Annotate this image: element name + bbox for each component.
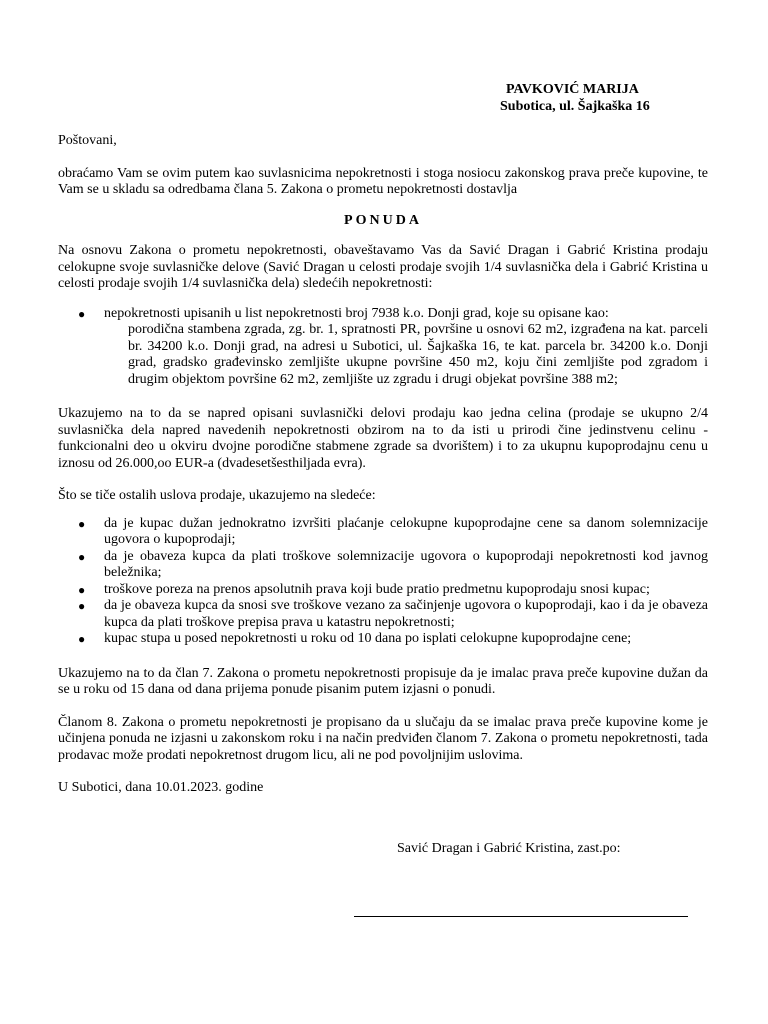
article7-paragraph: Ukazujemo na to da član 7. Zakona o prometu nepokretnosti propisuje da je imalac prava preče kupovine dužan da se u roku od 15 dana od dana prijema ponude pisanim putem izjasni o ponudi. <box>58 665 708 697</box>
property-list <box>58 306 708 323</box>
intro-paragraph: obraćamo Vam se ovim putem kao suvlasnicima nepokretnosti i stoga nosiocu zakonskog prava preče kupovine, te Vam se u skladu sa odredbama člana 5. Zakona o prometu nepokretnosti dostavlja <box>58 165 708 197</box>
condition-text: da je obaveza kupca da plati troškove solemnizacije ugovora o kupoprodaji nepokretnosti kod javnog beležnika; <box>104 548 708 580</box>
price-paragraph: Ukazujemo na to da se napred opisani suvlasnički delovi prodaju kao jedna celina (prodaje se ukupno 2/4 suvlasnička dela napred navedenih nepokretnosti obzirom na to da isti u prirodi čine jedinstvenu celinu - funkcionalni deo u okviru dvojne porodične stabmene zgrade sa dvorištem) i to za ukupnu kupoprodajnu cenu u iznosu od 26.000,oo EUR-a (dvadesetšesthiljada evra). <box>58 406 708 471</box>
bullet-icon: ● <box>78 582 86 597</box>
bullet-icon: ● <box>78 599 86 613</box>
signatory: Savić Dragan i Gabrić Kristina, zast.po: <box>397 841 621 856</box>
condition-text: da je obaveza kupca da snosi sve troškove vezano za sačinjenje ugovora o kupoprodaji, kao i da je obaveza kupca da plati troškove prepisa prava u katastru nepokretnosti; <box>104 598 708 630</box>
property-detail: porodična stambena zgrada, zg. br. 1, spratnosti PR, površine u osnovi 62 m2, izgrađena na kat. parceli br. 34200 k.o. Donji grad, na adresi u Subotici, ul. Šajkaška 16, te kat. parcela br. 34200 k.o. Donji grad, gradsko građevinsko zemljište ukupne površine 450 m2, koju čini zemljište pod zgradom i drugim objektom površine 62 m2, zemljište uz zgradu i drugi objekat površine 388 m2; <box>128 322 708 387</box>
bullet-icon: ● <box>78 516 86 531</box>
addressee-name: PAVKOVIĆ MARIJA <box>506 82 639 97</box>
conditions-intro: Što se tiče ostalih uslova prodaje, ukazujemo na sledeće: <box>58 488 376 503</box>
document-title: PONUDA <box>344 212 422 228</box>
letter-body <box>58 133 708 797</box>
list-item <box>58 516 708 549</box>
condition-text: da je kupac dužan jednokratno izvršiti plaćanje celokupne kupoprodajne cene sa danom solemnizacije ugovora o kupoprodaji; <box>104 515 708 547</box>
addressee-address: Subotica, ul. Šajkaška 16 <box>500 98 650 114</box>
greeting: Poštovani, <box>58 133 117 148</box>
bullet-icon: ● <box>78 549 86 564</box>
condition-text: troškove poreza na prenos apsolutnih prava koji bude pratio predmetnu kupoprodaju snosi kupac; <box>104 581 650 597</box>
bullet-icon: ● <box>78 632 86 646</box>
notice-paragraph: Na osnovu Zakona o prometu nepokretnosti, obaveštavamo Vas da Savić Dragan i Gabrić Kristina prodaju celokupne svoje suvlasničke delove (Savić Dragan u celosti prodaje svojih 1/4 suvlasnička dela i Gabrić Kristina u celosti prodaje svojih 1/4 suvlasnička dela) sledećih nepokretnosti: <box>58 243 708 291</box>
list-item <box>58 631 708 648</box>
signature-line <box>354 916 688 917</box>
bullet-icon: ● <box>78 306 86 321</box>
list-item <box>58 306 708 323</box>
addressee-block <box>500 82 720 115</box>
conditions-list <box>58 516 708 648</box>
article8-paragraph: Članom 8. Zakona o prometu nepokretnosti je propisano da u slučaju da se imalac prava preče kupovine kome je učinjena ponuda ne izjasni u zakonskom roku i na način predviđen članom 7. Zakona o prometu nepokretnosti, tada prodavac može prodati nepokretnost drugom licu, ali ne pod povoljnijim uslovima. <box>58 714 708 763</box>
list-item <box>58 582 708 599</box>
list-item <box>58 549 708 582</box>
list-item <box>58 598 708 631</box>
place-date: U Subotici, dana 10.01.2023. godine <box>58 780 264 795</box>
condition-text: kupac stupa u posed nepokretnosti u roku od 10 dana po isplati celokupne kupoprodajne cene; <box>104 631 632 646</box>
property-bullet-text: nepokretnosti upisanih u list nepokretnosti broj 7938 k.o. Donji grad, koje su opisane kao: <box>104 305 609 321</box>
